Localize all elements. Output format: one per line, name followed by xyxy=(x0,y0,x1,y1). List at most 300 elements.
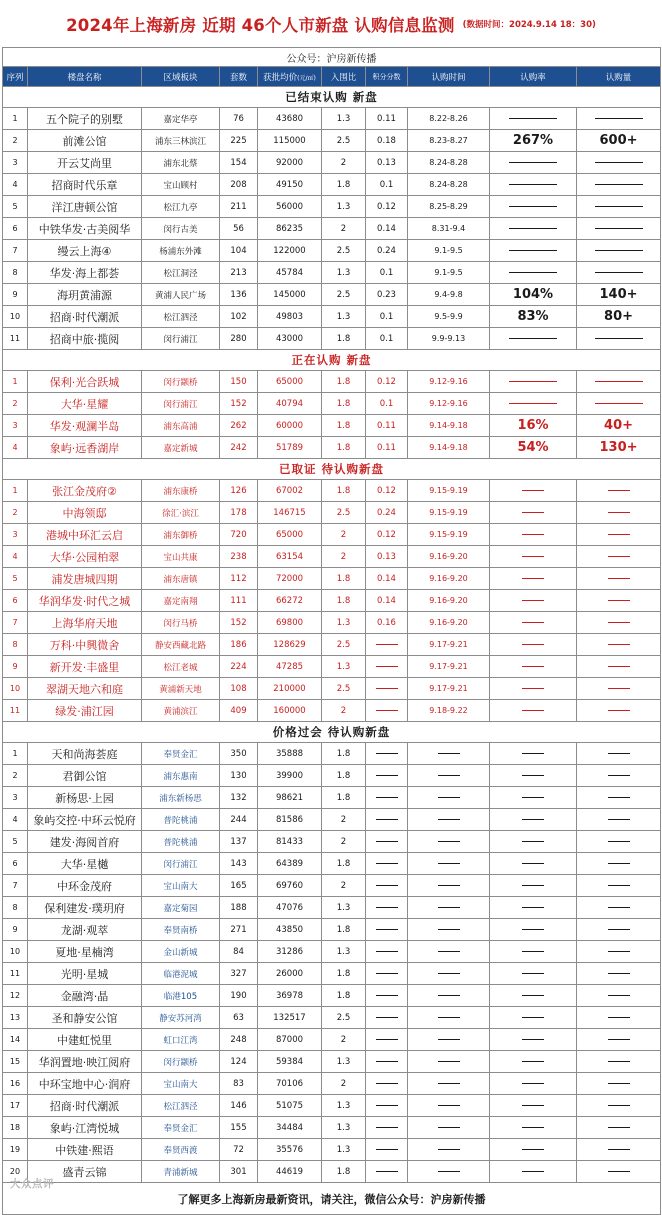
cell-time xyxy=(408,1051,490,1073)
cell-heat: 0.24 xyxy=(366,240,408,262)
cell-price: 72000 xyxy=(258,568,322,590)
cell-price: 31286 xyxy=(258,941,322,963)
table-row xyxy=(3,174,661,196)
cell-heat: 0.12 xyxy=(366,371,408,393)
cell-name: 君御公馆 xyxy=(28,765,142,787)
cell-heat xyxy=(366,1161,408,1183)
cell-heat: 0.24 xyxy=(366,502,408,524)
empty-dash xyxy=(438,1039,460,1040)
cell-name: 天和尚海荟庭 xyxy=(28,743,142,765)
cell-price: 128629 xyxy=(258,634,322,656)
cell-name: 华润置地·映江阅府 xyxy=(28,1051,142,1073)
empty-dash xyxy=(509,338,557,339)
table-row xyxy=(3,765,661,787)
cell-units: 83 xyxy=(220,1073,258,1095)
cell-rate xyxy=(490,941,577,963)
cell-ratio: 2 xyxy=(322,1073,366,1095)
cell-units: 84 xyxy=(220,941,258,963)
cell-amount xyxy=(577,634,661,656)
cell-units: 280 xyxy=(220,328,258,350)
empty-dash xyxy=(438,995,460,996)
cell-heat: 0.1 xyxy=(366,393,408,415)
cell-rate xyxy=(490,328,577,350)
empty-dash xyxy=(376,841,398,842)
cell-area: 闵行颛桥 xyxy=(142,1051,220,1073)
empty-dash xyxy=(608,710,630,711)
cell-ratio: 1.8 xyxy=(322,963,366,985)
cell-heat: 0.1 xyxy=(366,262,408,284)
cell-amount xyxy=(577,919,661,941)
empty-dash xyxy=(608,841,630,842)
empty-dash xyxy=(376,1061,398,1062)
empty-dash xyxy=(522,907,544,908)
empty-dash xyxy=(522,710,544,711)
empty-dash xyxy=(608,819,630,820)
cell-idx: 3 xyxy=(3,152,28,174)
cell-rate xyxy=(490,765,577,787)
table-row xyxy=(3,437,661,459)
table-row xyxy=(3,656,661,678)
cell-units: 409 xyxy=(220,700,258,722)
cell-heat xyxy=(366,1029,408,1051)
cell-time: 9.4-9.8 xyxy=(408,284,490,306)
empty-dash xyxy=(608,973,630,974)
cell-rate xyxy=(490,1095,577,1117)
cell-area: 奉贤西渡 xyxy=(142,1139,220,1161)
cell-heat: 0.1 xyxy=(366,328,408,350)
cell-name: 上海华府天地 xyxy=(28,612,142,634)
empty-dash xyxy=(438,1061,460,1062)
table-row xyxy=(3,1117,661,1139)
cell-name: 开云艾尚里 xyxy=(28,152,142,174)
table-row xyxy=(3,480,661,502)
empty-dash xyxy=(509,403,557,404)
cell-ratio: 2.5 xyxy=(322,1007,366,1029)
cell-time xyxy=(408,1007,490,1029)
empty-dash xyxy=(608,644,630,645)
cell-price: 60000 xyxy=(258,415,322,437)
cell-idx: 7 xyxy=(3,875,28,897)
cell-idx: 10 xyxy=(3,678,28,700)
col-price-label: 获批均价 xyxy=(263,72,298,83)
empty-dash xyxy=(608,1017,630,1018)
cell-ratio: 1.8 xyxy=(322,743,366,765)
cell-time xyxy=(408,1161,490,1183)
section-header xyxy=(3,87,661,108)
data-timestamp: (数据时间：2024.9.14 18：30) xyxy=(462,19,596,30)
cell-name: 象屿交控·中环云悦府 xyxy=(28,809,142,831)
empty-dash xyxy=(376,1127,398,1128)
table-row xyxy=(3,590,661,612)
cell-heat: 0.14 xyxy=(366,568,408,590)
cell-area: 闵行浦江 xyxy=(142,328,220,350)
cell-heat: 0.11 xyxy=(366,437,408,459)
section-header xyxy=(3,459,661,480)
cell-time: 9.18-9.22 xyxy=(408,700,490,722)
cell-heat: 0.12 xyxy=(366,196,408,218)
cell-amount xyxy=(577,1117,661,1139)
section-header xyxy=(3,350,661,371)
cell-time: 8.24-8.28 xyxy=(408,174,490,196)
table-row xyxy=(3,941,661,963)
cell-time xyxy=(408,985,490,1007)
cell-ratio: 2.5 xyxy=(322,240,366,262)
section-title: 已取证 待认购新盘 xyxy=(3,459,661,480)
cell-ratio: 1.8 xyxy=(322,919,366,941)
cell-name: 龙湖·观萃 xyxy=(28,919,142,941)
empty-dash xyxy=(608,556,630,557)
cell-idx: 5 xyxy=(3,196,28,218)
cell-idx: 9 xyxy=(3,656,28,678)
empty-dash xyxy=(509,162,557,163)
cell-time: 9.15-9.19 xyxy=(408,480,490,502)
cell-time: 8.24-8.28 xyxy=(408,152,490,174)
cell-idx: 4 xyxy=(3,437,28,459)
cell-idx: 3 xyxy=(3,415,28,437)
empty-dash xyxy=(522,775,544,776)
cell-rate xyxy=(490,590,577,612)
cell-area: 徐汇·滨江 xyxy=(142,502,220,524)
empty-dash xyxy=(522,841,544,842)
cell-rate xyxy=(490,1029,577,1051)
empty-dash xyxy=(522,1061,544,1062)
cell-heat xyxy=(366,1117,408,1139)
empty-dash xyxy=(376,1105,398,1106)
table-row xyxy=(3,328,661,350)
cell-amount xyxy=(577,1007,661,1029)
cell-time xyxy=(408,831,490,853)
cell-ratio: 2 xyxy=(322,152,366,174)
cell-heat xyxy=(366,919,408,941)
cell-time: 9.12-9.16 xyxy=(408,393,490,415)
cell-rate: 16% xyxy=(490,415,577,437)
cell-rate xyxy=(490,634,577,656)
cell-rate xyxy=(490,1073,577,1095)
table-row xyxy=(3,853,661,875)
empty-dash xyxy=(608,863,630,864)
cell-amount: 600+ xyxy=(577,130,661,152)
cell-amount xyxy=(577,502,661,524)
empty-dash xyxy=(608,885,630,886)
empty-dash xyxy=(376,644,398,645)
cell-heat xyxy=(366,700,408,722)
cell-rate xyxy=(490,240,577,262)
empty-dash xyxy=(438,1127,460,1128)
cell-idx: 15 xyxy=(3,1051,28,1073)
cell-time: 8.25-8.29 xyxy=(408,196,490,218)
cell-area: 普陀桃浦 xyxy=(142,809,220,831)
cell-price: 92000 xyxy=(258,152,322,174)
cell-name: 绿发·浦江园 xyxy=(28,700,142,722)
cell-area: 青浦新城 xyxy=(142,1161,220,1183)
public-account-label: 公众号：沪房新传播 xyxy=(3,48,661,67)
cell-price: 98621 xyxy=(258,787,322,809)
cell-amount xyxy=(577,1051,661,1073)
cell-heat xyxy=(366,1095,408,1117)
cell-amount xyxy=(577,524,661,546)
cell-time xyxy=(408,1029,490,1051)
cell-area: 金山新城 xyxy=(142,941,220,963)
empty-dash xyxy=(509,184,557,185)
cell-area: 嘉定菊园 xyxy=(142,897,220,919)
table-row xyxy=(3,743,661,765)
cell-area: 嘉定新城 xyxy=(142,437,220,459)
empty-dash xyxy=(376,1039,398,1040)
cell-name: 夏地·星楠湾 xyxy=(28,941,142,963)
empty-dash xyxy=(595,206,643,207)
cell-rate xyxy=(490,787,577,809)
cell-idx: 10 xyxy=(3,941,28,963)
cell-time xyxy=(408,875,490,897)
cell-idx: 6 xyxy=(3,590,28,612)
cell-heat xyxy=(366,787,408,809)
cell-idx: 9 xyxy=(3,284,28,306)
table-row xyxy=(3,1007,661,1029)
empty-dash xyxy=(522,863,544,864)
empty-dash xyxy=(608,1105,630,1106)
empty-dash xyxy=(438,1149,460,1150)
cell-area: 浦东三林滨江 xyxy=(142,130,220,152)
cell-rate: 267% xyxy=(490,130,577,152)
cell-price: 66272 xyxy=(258,590,322,612)
empty-dash xyxy=(522,556,544,557)
cell-name: 象屿·远香湖岸 xyxy=(28,437,142,459)
empty-dash xyxy=(522,973,544,974)
cell-rate xyxy=(490,480,577,502)
cell-units: 242 xyxy=(220,437,258,459)
cell-heat xyxy=(366,1007,408,1029)
cell-time: 9.9-9.13 xyxy=(408,328,490,350)
cell-name: 海玥黄浦源 xyxy=(28,284,142,306)
cell-name: 招商·时代潮派 xyxy=(28,306,142,328)
empty-dash xyxy=(438,863,460,864)
cell-price: 81586 xyxy=(258,809,322,831)
empty-dash xyxy=(438,1083,460,1084)
table-row xyxy=(3,415,661,437)
empty-dash xyxy=(376,710,398,711)
cell-units: 150 xyxy=(220,371,258,393)
cell-time: 9.1-9.5 xyxy=(408,240,490,262)
cell-rate xyxy=(490,152,577,174)
cell-rate xyxy=(490,919,577,941)
cell-name: 招商·时代潮派 xyxy=(28,1095,142,1117)
cell-time xyxy=(408,1117,490,1139)
cell-units: 244 xyxy=(220,809,258,831)
table-row xyxy=(3,787,661,809)
cell-name: 建发·海阅首府 xyxy=(28,831,142,853)
cell-idx: 3 xyxy=(3,524,28,546)
cell-area: 临港泥城 xyxy=(142,963,220,985)
cell-time xyxy=(408,853,490,875)
cell-amount xyxy=(577,612,661,634)
watermark: 大众点评 xyxy=(10,1178,54,1190)
cell-idx: 4 xyxy=(3,174,28,196)
table-row xyxy=(3,371,661,393)
cell-price: 56000 xyxy=(258,196,322,218)
cell-price: 115000 xyxy=(258,130,322,152)
col-ratio: 入围比 xyxy=(322,67,366,87)
cell-rate xyxy=(490,502,577,524)
cell-heat: 0.23 xyxy=(366,284,408,306)
table-header xyxy=(3,67,661,87)
cell-ratio: 2 xyxy=(322,700,366,722)
cell-ratio: 1.8 xyxy=(322,480,366,502)
cell-price: 51789 xyxy=(258,437,322,459)
cell-rate xyxy=(490,108,577,130)
cell-ratio: 1.8 xyxy=(322,174,366,196)
empty-dash xyxy=(608,929,630,930)
cell-heat xyxy=(366,897,408,919)
cell-rate xyxy=(490,853,577,875)
empty-dash xyxy=(522,885,544,886)
cell-price: 70106 xyxy=(258,1073,322,1095)
cell-idx: 16 xyxy=(3,1073,28,1095)
cell-area: 黄浦新天地 xyxy=(142,678,220,700)
empty-dash xyxy=(595,118,643,119)
table-row xyxy=(3,502,661,524)
cell-area: 松江老城 xyxy=(142,656,220,678)
empty-dash xyxy=(608,753,630,754)
cell-idx: 12 xyxy=(3,985,28,1007)
cell-area: 奉贤南桥 xyxy=(142,919,220,941)
cell-ratio: 1.3 xyxy=(322,656,366,678)
cell-area: 松江洞泾 xyxy=(142,262,220,284)
cell-time xyxy=(408,787,490,809)
empty-dash xyxy=(376,819,398,820)
cell-rate xyxy=(490,524,577,546)
cell-units: 271 xyxy=(220,919,258,941)
cell-amount: 140+ xyxy=(577,284,661,306)
cell-price: 51075 xyxy=(258,1095,322,1117)
cell-amount xyxy=(577,941,661,963)
cell-area: 宝山顾村 xyxy=(142,174,220,196)
cell-area: 虹口江湾 xyxy=(142,1029,220,1051)
cell-idx: 2 xyxy=(3,502,28,524)
cell-name: 中海领邸 xyxy=(28,502,142,524)
empty-dash xyxy=(438,841,460,842)
empty-dash xyxy=(608,512,630,513)
cell-ratio: 2.5 xyxy=(322,502,366,524)
cell-idx: 5 xyxy=(3,568,28,590)
empty-dash xyxy=(522,600,544,601)
cell-amount xyxy=(577,196,661,218)
cell-name: 光明·星城 xyxy=(28,963,142,985)
cell-ratio: 2 xyxy=(322,524,366,546)
col-units: 套数 xyxy=(220,67,258,87)
cell-name: 万科·中興微舍 xyxy=(28,634,142,656)
cell-ratio: 1.8 xyxy=(322,787,366,809)
cell-units: 248 xyxy=(220,1029,258,1051)
cell-units: 224 xyxy=(220,656,258,678)
empty-dash xyxy=(376,688,398,689)
empty-dash xyxy=(595,250,643,251)
cell-ratio: 1.8 xyxy=(322,985,366,1007)
empty-dash xyxy=(509,206,557,207)
empty-dash xyxy=(376,1171,398,1172)
cell-time: 9.14-9.18 xyxy=(408,437,490,459)
table-row xyxy=(3,612,661,634)
cell-name: 中建虹悦里 xyxy=(28,1029,142,1051)
empty-dash xyxy=(608,578,630,579)
cell-price: 47285 xyxy=(258,656,322,678)
cell-units: 132 xyxy=(220,787,258,809)
cell-idx: 6 xyxy=(3,218,28,240)
cell-time xyxy=(408,963,490,985)
cell-price: 35576 xyxy=(258,1139,322,1161)
cell-price: 63154 xyxy=(258,546,322,568)
empty-dash xyxy=(595,162,643,163)
cell-area: 浦东高浦 xyxy=(142,415,220,437)
empty-dash xyxy=(608,1127,630,1128)
empty-dash xyxy=(376,1083,398,1084)
cell-idx: 1 xyxy=(3,743,28,765)
cell-time: 9.17-9.21 xyxy=(408,634,490,656)
cell-heat: 0.1 xyxy=(366,306,408,328)
empty-dash xyxy=(376,863,398,864)
cell-area: 浦东御桥 xyxy=(142,524,220,546)
cell-area: 奉贤金汇 xyxy=(142,743,220,765)
table-row xyxy=(3,678,661,700)
empty-dash xyxy=(608,775,630,776)
cell-price: 67002 xyxy=(258,480,322,502)
col-price xyxy=(258,67,322,87)
cell-amount xyxy=(577,568,661,590)
cell-amount xyxy=(577,809,661,831)
empty-dash xyxy=(522,753,544,754)
cell-price: 44619 xyxy=(258,1161,322,1183)
footer-text: 了解更多上海新房最新资讯，请关注，微信公众号：沪房新传播 xyxy=(3,1183,661,1215)
empty-dash xyxy=(608,907,630,908)
cell-ratio: 1.8 xyxy=(322,1161,366,1183)
cell-time: 9.15-9.19 xyxy=(408,524,490,546)
cell-units: 102 xyxy=(220,306,258,328)
cell-price: 43850 xyxy=(258,919,322,941)
cell-units: 108 xyxy=(220,678,258,700)
table-row xyxy=(3,284,661,306)
cell-amount xyxy=(577,985,661,1007)
section-title: 已结束认购 新盘 xyxy=(3,87,661,108)
empty-dash xyxy=(376,995,398,996)
cell-units: 165 xyxy=(220,875,258,897)
cell-rate xyxy=(490,393,577,415)
cell-name: 中环金茂府 xyxy=(28,875,142,897)
cell-units: 208 xyxy=(220,174,258,196)
cell-units: 327 xyxy=(220,963,258,985)
empty-dash xyxy=(522,622,544,623)
cell-heat xyxy=(366,1051,408,1073)
table-row xyxy=(3,196,661,218)
cell-area: 松江泗泾 xyxy=(142,306,220,328)
cell-rate xyxy=(490,1007,577,1029)
cell-ratio: 1.8 xyxy=(322,853,366,875)
cell-heat: 0.13 xyxy=(366,546,408,568)
empty-dash xyxy=(376,1017,398,1018)
empty-dash xyxy=(376,753,398,754)
empty-dash xyxy=(438,753,460,754)
cell-units: 152 xyxy=(220,612,258,634)
cell-amount xyxy=(577,108,661,130)
empty-dash xyxy=(438,907,460,908)
cell-rate xyxy=(490,612,577,634)
cell-ratio: 1.3 xyxy=(322,1051,366,1073)
cell-idx: 1 xyxy=(3,108,28,130)
cell-ratio: 1.8 xyxy=(322,415,366,437)
cell-ratio: 1.3 xyxy=(322,1095,366,1117)
cell-heat xyxy=(366,656,408,678)
page-title: 2024年上海新房 近期 46个人市新盘 认购信息监测 xyxy=(66,15,455,35)
cell-idx: 18 xyxy=(3,1117,28,1139)
empty-dash xyxy=(522,1127,544,1128)
